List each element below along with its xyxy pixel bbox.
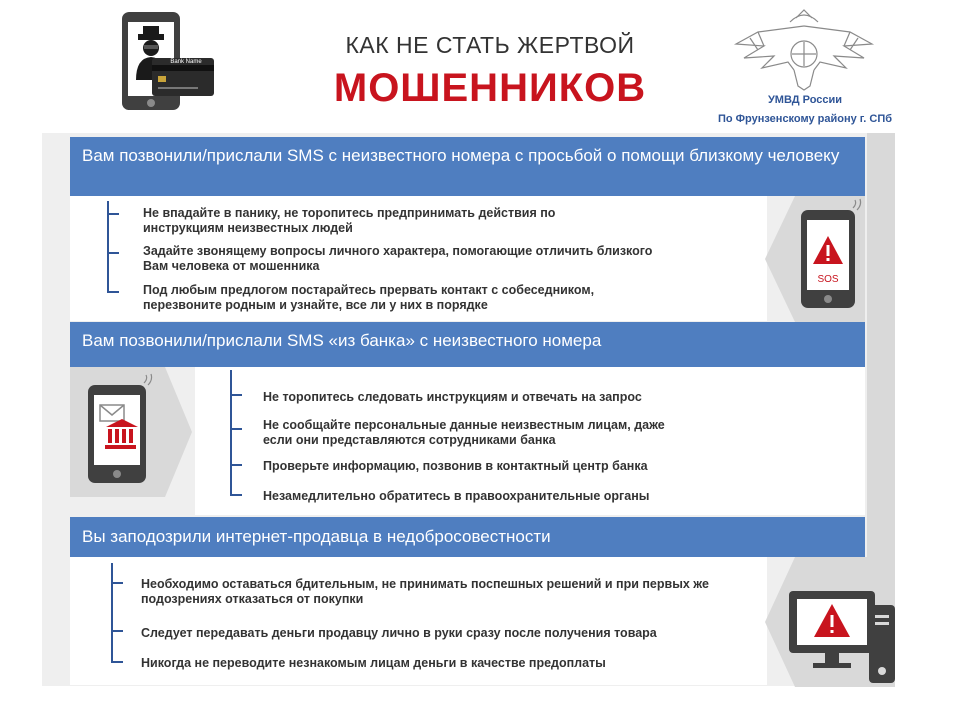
list-item: Никогда не переводите незнакомым лицам деньги в качестве предоплаты — [141, 656, 606, 670]
section2-tick — [232, 494, 242, 496]
list-item: Следует передавать деньги продавцу лично в руки сразу после получения товара — [141, 626, 657, 640]
list-item: Не сообщайте персональные данные неизвестным лицам, даже если они представляются сотрудниками банка — [263, 418, 665, 447]
list-item: Проверьте информацию, позвонив в контактный центр банка — [263, 459, 648, 473]
bank-phone-illustration — [70, 367, 195, 497]
list-item: Необходимо оставаться бдительным, не принимать поспешных решений и при первых же подозрениях отказаться от покупки — [141, 577, 709, 606]
section3-tick — [113, 630, 123, 632]
section2-heading: Вам позвонили/прислали SMS «из банка» с неизвестного номера — [70, 322, 865, 367]
page-title-line2: МОШЕННИКОВ — [333, 66, 647, 110]
section3-tree-line — [111, 563, 113, 663]
section1-tick — [109, 213, 119, 215]
section1-tick — [109, 291, 119, 293]
warning-computer-illustration — [765, 557, 895, 687]
page-title-line1: КАК НЕ СТАТЬ ЖЕРТВОЙ — [345, 32, 635, 58]
sos-phone-illustration — [765, 196, 865, 322]
section3-tick — [113, 661, 123, 663]
list-item: Не торопитесь следовать инструкциям и отвечать на запрос — [263, 390, 642, 404]
section2-tick — [232, 394, 242, 396]
sos-label: SOS — [817, 274, 839, 285]
section2-tick — [232, 464, 242, 466]
eagle-emblem-icon — [728, 6, 880, 92]
org-name: УМВД России — [767, 94, 843, 106]
list-item: Под любым предлогом постарайтесь прервать контакт с собеседником, перезвоните родным и узнайте, все ли у них в порядке — [143, 283, 595, 312]
section2-tick — [232, 428, 242, 430]
card-label: Bank Name — [170, 59, 202, 65]
list-item: Незамедлительно обратитесь в правоохранительные органы — [263, 489, 650, 503]
list-item: Задайте звонящему вопросы личного характера, помогающие отличить близкого Вам человека от мошенника — [143, 244, 653, 273]
section3-heading: Вы заподозрили интернет-продавца в недобросовестности — [70, 517, 865, 557]
org-district: По Фрунзенскому району г. СПб — [717, 113, 893, 125]
section2-tree-line — [230, 370, 232, 496]
section1-heading: Вам позвонили/прислали SMS с неизвестного номера с просьбой о помощи близкому человеку — [70, 137, 865, 196]
list-item: Не впадайте в панику, не торопитесь предпринимать действия по инструкциям неизвестных людей — [143, 206, 556, 235]
section3-tick — [113, 582, 123, 584]
hacker-phone-illustration — [118, 10, 218, 114]
section1-tick — [109, 252, 119, 254]
